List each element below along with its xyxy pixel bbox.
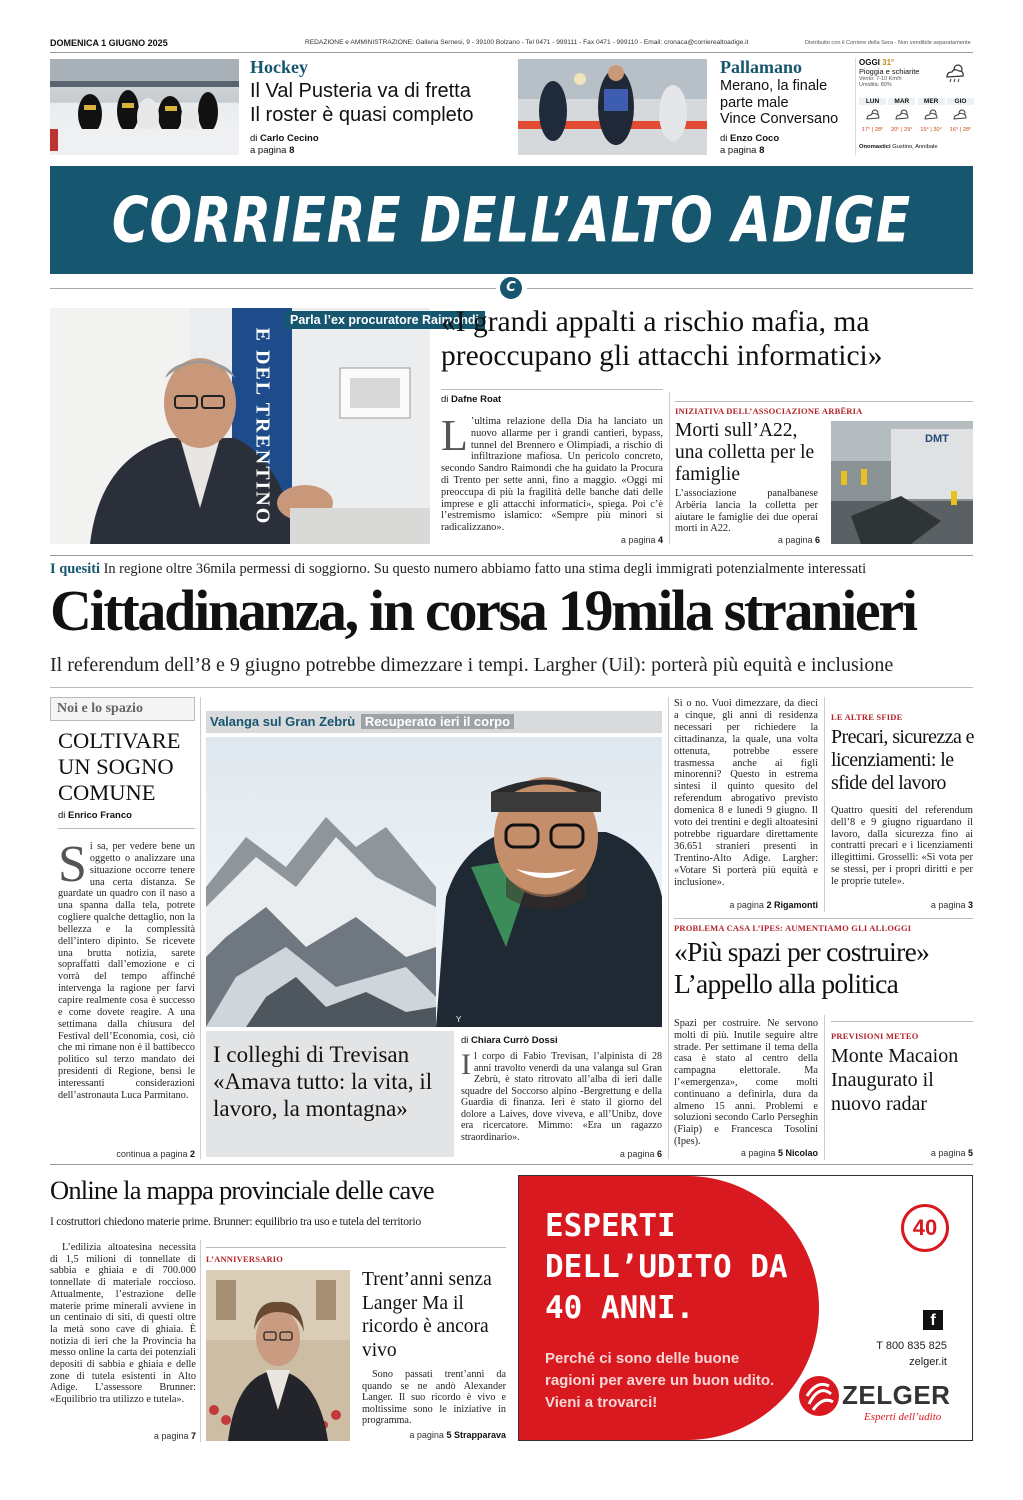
weather-day-temps: 16° | 28° (949, 127, 972, 133)
cave-subhead: I costruttori chiedono materie prime. Brunner: equilibrio tra uso e tutela del territorio (50, 1215, 421, 1228)
truck-logo-text: DMT (925, 433, 949, 445)
editorial-page[interactable]: continua a pagina 2 (116, 1149, 195, 1159)
ad-brand: ZELGER (842, 1380, 951, 1410)
weather-day-icon (923, 108, 939, 122)
valanga-photo-credit: Y (456, 1015, 462, 1024)
editorial-headline[interactable]: COLTIVARE UN SOGNO COMUNE (58, 728, 181, 805)
main-subhead: Il referendum dell’8 e 9 giugno potrebbe dimezzare i tempi. Largher (Uil): porterà più equità e inclusione (50, 654, 894, 676)
distribution-note: Distribuito con il Corriere della Sera - Non vendibile separatamente (805, 40, 971, 46)
editorial-body: Si sa, per vedere bene un oggetto o analizzare una situazione occorre tenere una certa distanza. Se guardate un quadro con il naso a una spanna dalla tela, potrete cogliere qualche dettaglio, non la bellezza e la complessità dell’intero dipinto. Se ricevete una brutta notizia, sarete sopraffatti dall’emozione e ci vorrà del tempo affinché intervenga la ragione per farvi capire realmente cosa è successo e come dovete reagire. A una settimana dalla chiusura del Festival dell’Economia, così, ciò che mi rimane non è il battibecco politico sul terzo mandato dei presidenti di Regione, bensì le interessanti considerazioni dell’astronauta Luca Parmitano. (58, 836, 195, 1101)
sfide-headline[interactable]: Precari, sicurezza e licenziamenti: le sfide del lavoro (831, 726, 974, 794)
hockey-page: a pagina 8 (250, 145, 295, 156)
raimondi-page[interactable]: a pagina 4 (620, 535, 663, 545)
langer-kicker: L’ANNIVERSARIO (206, 1254, 284, 1264)
weather-day (859, 98, 886, 133)
a22-headline[interactable]: Morti sull’A22, una colletta per le famiglie (675, 420, 815, 485)
zelger-ad[interactable] (518, 1175, 973, 1441)
photo-banner-text: E DEL TRENTINO (251, 327, 274, 525)
issue-date: DOMENICA 1 GIUGNO 2025 (50, 38, 168, 48)
valanga-tags (206, 711, 514, 733)
weather-forecast (859, 98, 974, 133)
cave-body: L’edilizia altoatesina necessita di 1,5 milioni di tonnellate di sabbia e ghiaia e di 700.000 tonnellate di materiale roccioso. Attualmente, l’estrazione delle materie prime minerali avviene in un centinaio di siti, di questi oltre la metà sono cave di ghiaia. È notizia di ieri che la Provincia ha messo online la carta dei potenziali depositi di sabbia e ghiaia e delle zone di tutela esistenti in Alto Adige. L’assessore Brunner: «Equilibrio tra utilizzo e tutela». (50, 1242, 196, 1406)
raimondi-body: L ’ultima relazione della Dia ha lanciato un nuovo allarme per i grandi cantieri, bypass, tunnel del Brennero e Olimpiadi, a rischio di infiltrazione mafiosa. Un pericolo concreto, secondo Sandro Raimondi che ha guidato la Procura di Trento per sette anni, fino a maggio. «Oggi mi preoccupa di più la fragilità delle banche dati delle imprese e gli attacchi informatici», spiega. Poi c’è l’estremismo islamico: «Sempre più minori si radicalizzano». (441, 411, 663, 534)
weather-day-icon (952, 108, 968, 122)
weather-day (947, 98, 974, 133)
main-headline[interactable]: Cittadinanza, in corsa 19mila stranieri (50, 578, 916, 643)
hockey-photo (50, 59, 239, 155)
referendum-page[interactable]: a pagina 2 Rigamonti (729, 900, 818, 910)
ad-badge: 40 (901, 1204, 949, 1252)
weather-today-temp: 31° (882, 58, 895, 67)
ad-brand-sub: Esperti dell’udito (864, 1411, 942, 1423)
ipes-kicker: PROBLEMA CASA L’IPES: AUMENTIAMO GLI ALLOGGI (674, 923, 912, 933)
valanga-tag1: Valanga sul Gran Zebrù (210, 714, 356, 729)
ipes-body: Spazi per costruire. Ne servono molti di più. Inutile seguire altre strade. Per settimane il tema della casa è stato al centro della campagna elettorale. Ma l’«emergenza», come molti continuano a definirla, dura da almeno 15 anni. Problemi e soluzioni secondo Carlo Perseghin (Fiaip) e Francesca Tosolini (Ipes). (674, 1018, 818, 1147)
meteo-headline[interactable]: Monte Macaion Inaugurato il nuovo radar (831, 1045, 959, 1115)
valanga-byline: di Chiara Currò Dossi (461, 1035, 558, 1046)
valanga-photo (206, 737, 662, 1027)
weather-day-temps: 19° | 30° (920, 127, 942, 133)
valanga-caption[interactable]: I colleghi di Trevisan «Amava tutto: la vita, il lavoro, la montagna» (213, 1042, 433, 1121)
meteo-kicker: PREVISIONI METEO (831, 1031, 919, 1041)
masthead-logo: C (500, 277, 522, 299)
raimondi-photo (50, 308, 430, 544)
weather-day-label: LUN (859, 98, 886, 105)
pallamano-headline-line3: Vince Conversano (720, 111, 839, 127)
handball-photo (518, 59, 707, 155)
rain-sun-icon (942, 62, 968, 84)
weather-day-icon (894, 108, 910, 122)
weather-day-temps: 17° | 28° (861, 127, 884, 133)
main-kicker-text: In regione oltre 36mila permessi di soggiorno. Su questo numero abbiamo fatto una stima degli immigrati potenzialmente interessati (103, 561, 867, 577)
pallamano-headline-line2: parte male (720, 94, 789, 111)
cave-page[interactable]: a pagina 7 (153, 1431, 196, 1441)
raimondi-byline: di Dafne Roat (441, 394, 502, 405)
cave-headline[interactable]: Online la mappa provinciale delle cave (50, 1175, 434, 1205)
ad-headline: ESPERTI DELL’UDITO DA 40 ANNI. (545, 1208, 788, 1326)
editorial-byline: di Enrico Franco (58, 810, 132, 821)
weather-humidity: Umidità: 80% (859, 82, 892, 88)
weather-day-label: GIO (947, 98, 974, 105)
meteo-page[interactable]: a pagina 5 (930, 1148, 973, 1158)
valanga-page[interactable]: a pagina 6 (619, 1149, 662, 1159)
weather-today-label: OGGI (859, 58, 880, 67)
langer-body: Sono passati trent’anni da quando se ne andò Alexander Langer. Il suo ricordo è vivo e moltissime sono le iniziative in programma. (362, 1369, 506, 1427)
ipes-page[interactable]: a pagina 5 Nicolao (740, 1148, 818, 1158)
langer-page[interactable]: a pagina 5 Strapparava (409, 1430, 506, 1440)
raimondi-tag: Parla l’ex procuratore Raimondi (284, 311, 485, 329)
pallamano-page: a pagina 8 (720, 145, 765, 156)
weather-saints: Onomastici Gustino, Annibale (859, 144, 938, 150)
weather-day-temps: 20° | 29° (891, 127, 913, 133)
sfide-body: Quattro quesiti del referendum dell’8 e 9 giugno riguardano il lavoro, dalla sicurezza fino ai contratti precari e i licenziamenti illegittimi. Grosselli: «Sì vota per se stessi, per i propri diritti e per le proprie tutele». (831, 805, 973, 887)
weather-box (855, 58, 973, 156)
hockey-section: Hockey (250, 57, 308, 77)
pallamano-headline[interactable] (720, 78, 838, 128)
ad-phone: T 800 835 825 (876, 1340, 947, 1352)
sfide-page[interactable]: a pagina 3 (930, 900, 973, 910)
pallamano-byline: di Enzo Coco (720, 133, 780, 144)
langer-headline[interactable]: Trent’anni senza Langer Ma il ricordo è ancora vivo (362, 1269, 492, 1361)
weather-day (918, 98, 945, 133)
hockey-byline: di Carlo Cecino (250, 133, 319, 144)
weather-today-desc: Pioggia e schiarite (859, 67, 920, 76)
raimondi-headline[interactable]: «I grandi appalti a rischio mafia, ma preoccupano gli attacchi informatici» (441, 306, 883, 372)
weather-day (888, 98, 915, 133)
weather-day-icon (865, 108, 881, 122)
referendum-body: Sì o no. Vuoi dimezzare, da dieci a cinque, gli anni di residenza necessari per richiedere la cittadinanza, la quale, una volta ottenuta, potrebbe essere trasmessa anche ai figli minorenni? Questo in estrema sintesi il quinto quesito del referendum abrogativo previsto domenica 8 e lunedì 9 giugno. Il voto dei trentini e degli altoatesini potrebbe riguardare direttamente 36.651 stranieri presenti in Trentino-Alto Adige. Largher: «Votare Sì porterà più equità e inclusione». (674, 698, 818, 888)
sfide-kicker: LE ALTRE SFIDE (831, 712, 903, 722)
a22-photo (831, 421, 973, 544)
valanga-body: Il corpo di Fabio Trevisan, l’alpinista di 28 anni travolto venerdì da una valanga sul Gran Zebrù, è stato ritrovato all’alba di ieri dalle squadre del Soccorso alpino -Bergrettung e della Guardia di finanza. Ieri è stato il giorno del dolore a Laives, dove viveva, e all’Unibz, dove era ricercatore. Mimmo: «Era un ragazzo straordinario». (461, 1048, 662, 1143)
pallamano-headline-line1: Merano, la finale (720, 78, 828, 94)
main-kicker-line (50, 561, 980, 578)
ad-site[interactable]: zelger.it (909, 1356, 947, 1368)
zelger-logo-icon (797, 1374, 841, 1418)
hockey-headline-line2: Il roster è quasi completo (250, 104, 474, 126)
ad-text: Perché ci sono delle buone ragioni per avere un buon udito. Vieni a trovarci! (545, 1350, 775, 1411)
weather-day-label: MER (918, 98, 945, 105)
a22-body: L’associazione panalbanese Arbëria lancia la colletta per aiutare le famiglie dei due operai morti in A22. (675, 488, 818, 535)
weather-wind: Vento: 7-10 Km/h (859, 76, 902, 82)
editorial-section: Noi e lo spazio (57, 701, 143, 716)
ipes-headline[interactable]: «Più spazi per costruire» L’appello alla politica (674, 936, 930, 999)
a22-page[interactable]: a pagina 6 (777, 535, 820, 545)
valanga-tag2: Recuperato ieri il corpo (361, 714, 514, 729)
facebook-icon[interactable]: f (923, 1310, 943, 1330)
langer-photo (206, 1270, 350, 1441)
editorial-address: REDAZIONE e AMMINISTRAZIONE: Galleria Sernesi, 9 - 39100 Bolzano - Tel 0471 - 999111 - Fax 0471 - 999110 - Email: cronaca@corrierealtoadige.it (305, 39, 749, 46)
masthead-title: CORRIERE DELL’ALTO ADIGE (111, 183, 912, 257)
a22-kicker: INIZIATIVA DELL’ASSOCIAZIONE ARBËRIA (675, 406, 863, 416)
weather-day-label: MAR (888, 98, 915, 105)
hockey-headline-line1: Il Val Pusteria va di fretta (250, 80, 471, 102)
masthead[interactable] (50, 166, 973, 274)
pallamano-section: Pallamano (720, 57, 803, 77)
main-kicker: I quesiti (50, 561, 100, 577)
hockey-headline[interactable] (250, 79, 473, 127)
